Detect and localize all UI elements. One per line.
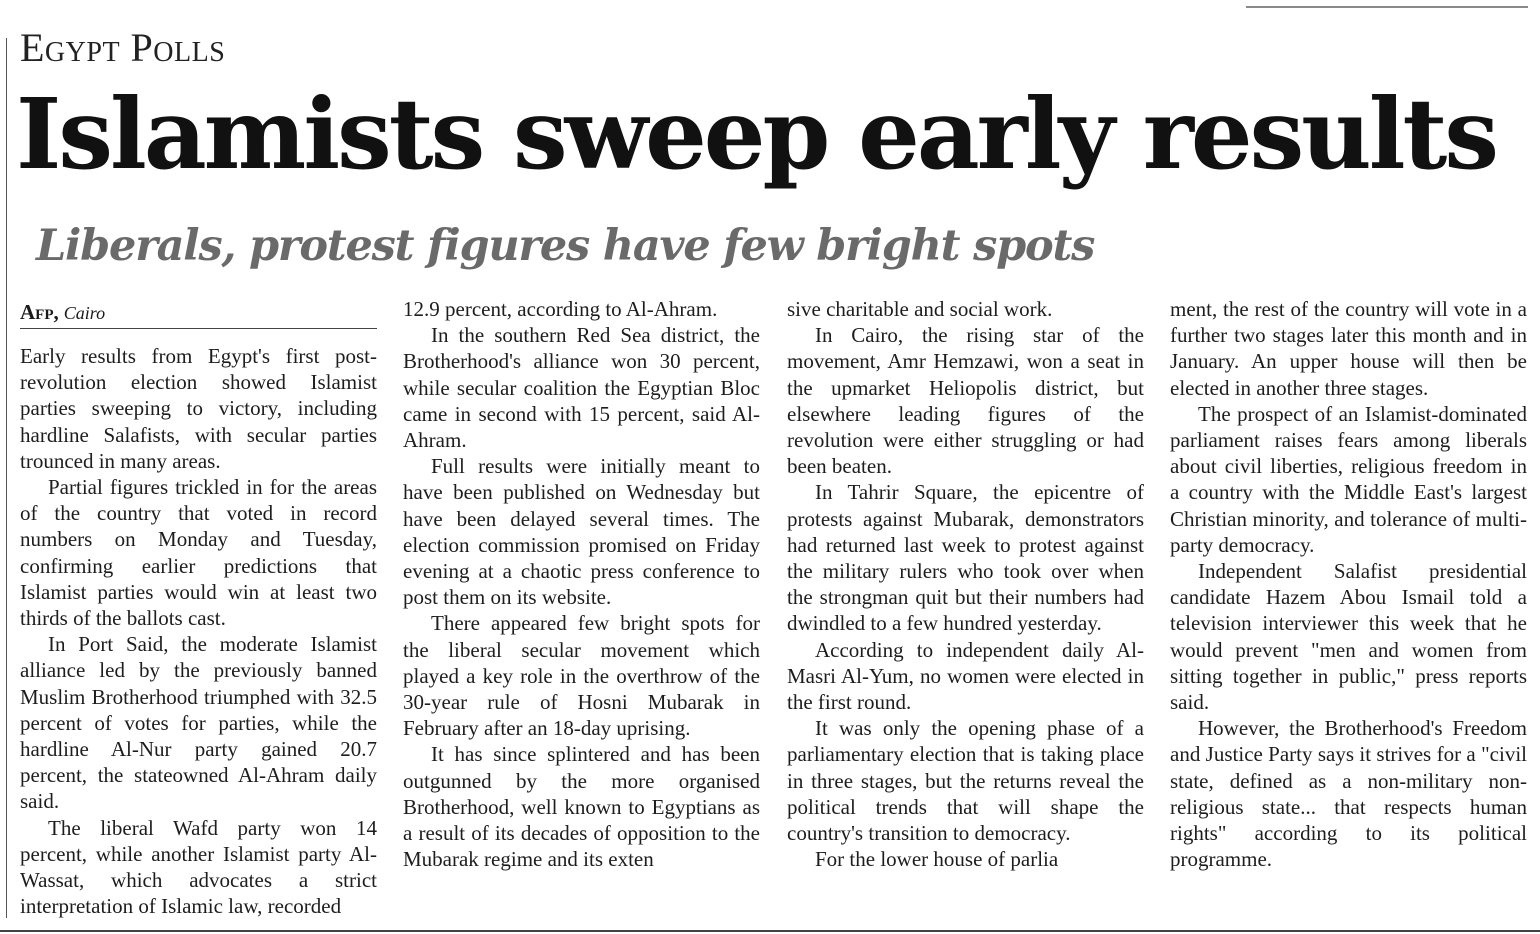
article-paragraph: In Tahrir Square, the epicentre of protests against Mubarak, demonstrators had returned last week to protest against the military rulers who took over when the strongman quit but their numbers had dwindled to a few hundred yesterday. [787, 480, 1144, 636]
article-column-4 [1170, 296, 1527, 926]
article-paragraph: Early results from Egypt's first postrevolution election showed Islamist parties sweeping to victory, including hardline Salafists, with secular parties trounced in many areas. [20, 344, 377, 473]
byline [20, 298, 377, 329]
article-paragraph: The prospect of an Islamist-dominated parliament raises fears among liberals about civil liberties, religious freedom in a country with the Middle East's largest Christian minority, and tolerance of multiparty democracy. [1170, 401, 1527, 557]
article-paragraph: Full results were initially meant to have been published on Wednesday but have been delayed several times. The election commission promised on Friday evening at a chaotic press conference to post them on its website. [403, 454, 760, 610]
section-kicker: Egypt Polls [20, 25, 226, 70]
left-column-rule [6, 38, 7, 918]
article-paragraph: The liberal Wafd party won 14 percent, while another Islamist party Al-Wassat, which advocates a strict interpretation of Islamic law, recorded [20, 815, 377, 919]
article-paragraph: It was only the opening phase of a parliamentary election that is taking place in three stages, but the returns reveal the political trends that will shape the country's transition to democracy. [787, 716, 1144, 846]
article-paragraph: In Cairo, the rising star of the movement, Amr Hemzawi, won a seat in the upmarket Heliopolis district, but elsewhere leading figures of the revolution were either struggling or had been beaten. [787, 323, 1144, 479]
article-paragraph: 12.9 percent, according to Al-Ahram. [403, 297, 718, 321]
article-paragraph: Partial figures trickled in for the areas of the country that voted in record numbers on Monday and Tuesday, confirming earlier predictions that Islamist parties would win at least two thirds of the ballots cast. [20, 475, 377, 631]
article-paragraph: There appeared few bright spots for the liberal secular movement which played a key role in the overthrow of the 30-year rule of Hosni Mubarak in February after an 18-day uprising. [403, 611, 760, 741]
article-paragraph: ment, the rest of the country will vote in a further two stages later this month and in January. An upper house will then be elected in another three stages. [1170, 297, 1527, 400]
article-paragraph: In Port Said, the moderate Islamist alliance led by the previously banned Muslim Brotherhood triumphed with 32.5 percent of votes for parties, while the hardline Al-Nur party gained 20.7 percent, the stateowned Al-Ahram daily said. [20, 632, 377, 814]
article-column-1 [20, 343, 377, 926]
article-paragraph: Independent Salafist presidential candidate Hazem Abou Ismail told a television interviewer this week that he would prevent "men and women from sitting together in public," press reports said. [1170, 559, 1527, 715]
bottom-rule [0, 930, 1540, 932]
byline-agency: Afp, [20, 300, 59, 324]
article-column-3 [787, 296, 1144, 926]
article-paragraph: It has since splintered and has been outgunned by the more organised Brotherhood, well known to Egyptians as a result of its decades of opposition to the Mubarak regime and its exten [403, 742, 760, 872]
article-paragraph: In the southern Red Sea district, the Brotherhood's alliance won 30 percent, while secular coalition the Egyptian Bloc came in second with 15 percent, said Al-Ahram. [403, 323, 760, 453]
article-column-2 [403, 296, 760, 926]
headline: Islamists sweep early results [16, 77, 1496, 191]
byline-place: Cairo [63, 303, 106, 323]
article-paragraph: However, the Brotherhood's Freedom and Justice Party says it strives for a "civil state, defined as a non-military non-religious state... that respects human rights" according to its political programme. [1170, 716, 1527, 872]
top-rule [1246, 6, 1528, 8]
article-paragraph: For the lower house of parlia [815, 847, 1059, 872]
subheadline: Liberals, protest figures have few bright spots [36, 221, 1095, 271]
article-paragraph: According to independent daily Al-Masri Al-Yum, no women were elected in the first round. [787, 637, 1144, 715]
article-paragraph: sive charitable and social work. [787, 297, 1053, 321]
